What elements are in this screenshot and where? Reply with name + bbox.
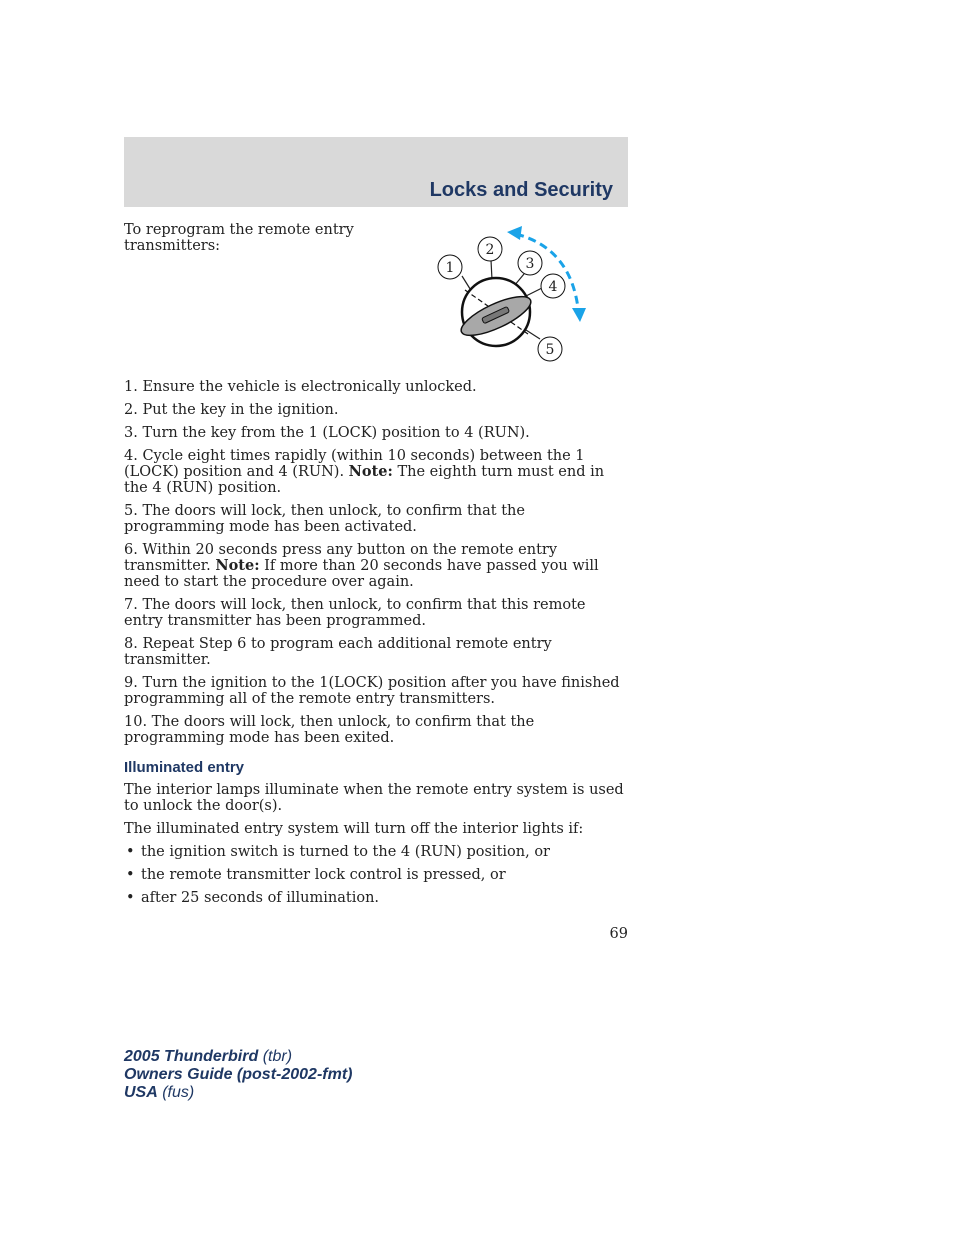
step-8: 8. Repeat Step 6 to program each additional remote entry transmitter. (124, 636, 552, 668)
list-item-text: the ignition switch is turned to the 4 (RUN) position, or (141, 844, 550, 860)
footer-market: USA (124, 1084, 158, 1101)
footer-line-1 (124, 1048, 352, 1066)
illuminated-entry-para-2: The illuminated entry system will turn off the interior lights if: (124, 821, 584, 837)
list-item (124, 844, 628, 860)
bullet-icon: • (126, 844, 135, 860)
ignition-key-diagram (430, 222, 600, 372)
step-4-note-label: Note: (348, 463, 393, 480)
position-5-label: 5 (545, 342, 555, 358)
footer-model-code: (tbr) (258, 1048, 293, 1065)
illuminated-entry-conditions (124, 844, 628, 906)
position-3-label: 3 (525, 256, 535, 272)
footer-line-3 (124, 1084, 352, 1102)
intro-text: To reprogram the remote entry transmitters: (124, 222, 354, 254)
step-6-text-b: If more than 20 seconds have passed you will need to start the procedure over again. (124, 558, 599, 590)
footer-guide: Owners Guide (post-2002-fmt) (124, 1066, 353, 1083)
step-6 (124, 542, 628, 590)
section-header-band (124, 137, 628, 207)
step-6-text-a: 6. Within 20 seconds press any button on the remote entry transmitter. (124, 542, 558, 574)
arrow-head-end (572, 308, 586, 322)
step-5: 5. The doors will lock, then unlock, to confirm that the programming mode has been activated. (124, 503, 525, 535)
position-1-label: 1 (445, 260, 455, 276)
step-4-text-b: The eighth turn must end in the 4 (RUN) position. (124, 464, 605, 496)
bullet-icon: • (126, 890, 135, 906)
arrow-head-start (507, 226, 522, 240)
step-4 (124, 448, 628, 496)
section-title: Locks and Security (429, 179, 613, 201)
illuminated-entry-para-1: The interior lamps illuminate when the remote entry system is used to unlock the door(s). (124, 782, 624, 814)
footer-market-code: (fus) (157, 1084, 195, 1101)
leader-line-4 (526, 288, 542, 296)
list-item (124, 867, 628, 883)
list-item (124, 890, 628, 906)
step-3: 3. Turn the key from the 1 (LOCK) position to 4 (RUN). (124, 425, 530, 441)
step-7: 7. The doors will lock, then unlock, to confirm that this remote entry transmitter has been programmed. (124, 597, 586, 629)
bullet-icon: • (126, 867, 135, 883)
step-4-text-a: 4. Cycle eight times rapidly (within 10 seconds) between the 1 (LOCK) position and 4 (RUN). (124, 448, 585, 480)
document-footer (124, 1048, 352, 1102)
leader-line-5 (526, 330, 540, 339)
step-2: 2. Put the key in the ignition. (124, 402, 339, 418)
list-item-text: after 25 seconds of illumination. (141, 890, 380, 906)
step-1: 1. Ensure the vehicle is electronically unlocked. (124, 379, 477, 395)
position-2-label: 2 (485, 242, 495, 258)
illuminated-entry-heading: Illuminated entry (124, 759, 245, 776)
procedure-steps (124, 379, 628, 913)
step-6-note-label: Note: (215, 557, 260, 574)
step-9: 9. Turn the ignition to the 1(LOCK) position after you have finished programming all of the remote entry transmitters. (124, 675, 620, 707)
footer-line-2 (124, 1066, 352, 1084)
list-item-text: the remote transmitter lock control is pressed, or (141, 867, 506, 883)
footer-model: 2005 Thunderbird (124, 1048, 259, 1065)
position-4-label: 4 (548, 279, 558, 295)
page-number: 69 (609, 926, 628, 942)
step-10: 10. The doors will lock, then unlock, to confirm that the programming mode has been exited. (124, 714, 535, 746)
